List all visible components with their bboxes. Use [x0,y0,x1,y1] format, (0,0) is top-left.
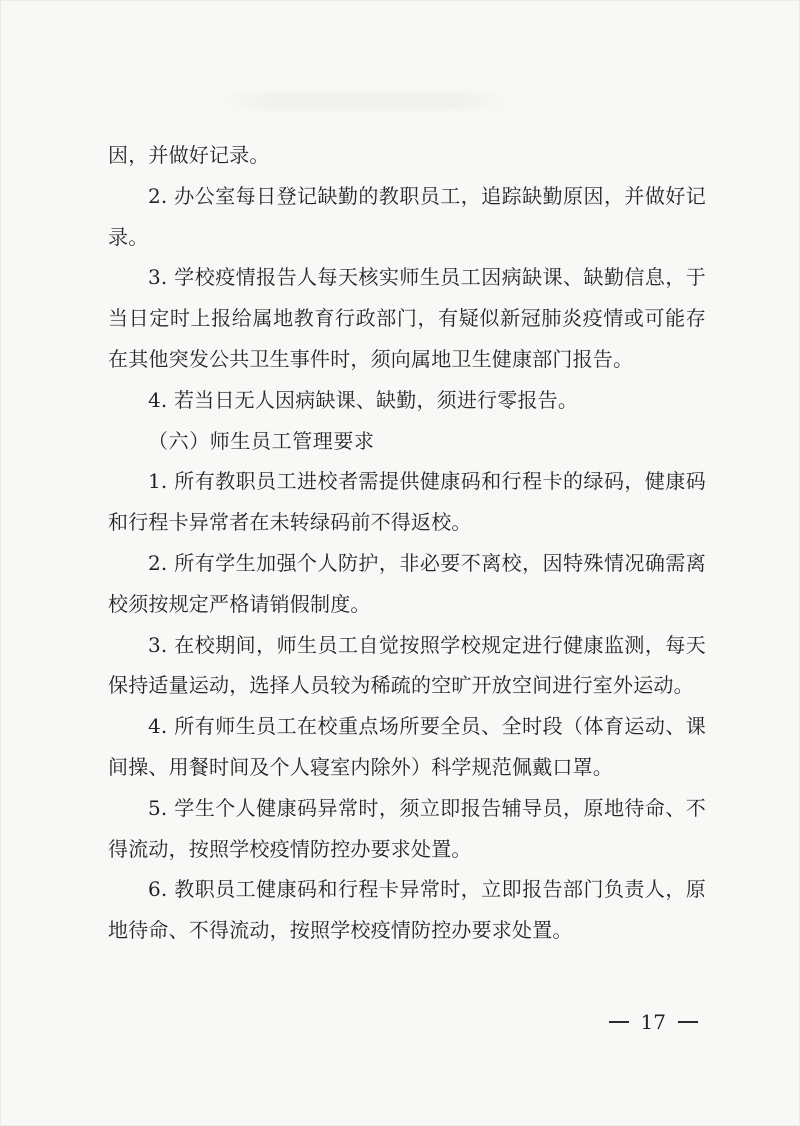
paragraph-10: 6. 教职员工健康码和行程卡异常时，立即报告部门负责人，原地待命、不得流动，按照学校疫情防控办要求处置。 [108,877,706,943]
paragraph-1: 因，并做好记录。 [108,143,270,167]
paragraph-9: 5. 学生个人健康码异常时，须立即报告辅导员，原地待命、不得流动，按照学校疫情防控办要求处置。 [108,795,706,861]
left-dash [609,1021,629,1023]
document-body [108,135,706,951]
section-heading: （六）师生员工管理要求 [148,428,375,453]
paragraph-7: 3. 在校期间，师生员工自觉按照学校规定进行健康监测，每天保持适量运动，选择人员较为稀疏的空旷开放空间进行室外运动。 [108,632,706,698]
paragraph-3: 3. 学校疫情报告人每天核实师生员工因病缺课、缺勤信息，于当日定时上报给属地教育行政部门，有疑似新冠肺炎疫情或可能存在其他突发公共卫生事件时，须向属地卫生健康部门报告。 [108,265,706,371]
page-footer [609,1010,698,1034]
page-number: 17 [640,1010,666,1034]
paragraph-4: 4. 若当日无人因病缺课、缺勤，须进行零报告。 [148,387,579,412]
paragraph-6: 2. 所有学生加强个人防护，非必要不离校，因特殊情况确需离校须按规定严格请销假制度。 [108,550,706,616]
paragraph-8: 4. 所有师生员工在校重点场所要全员、全时段（体育运动、课间操、用餐时间及个人寝室内除外）科学规范佩戴口罩。 [108,714,706,779]
right-dash [678,1021,698,1023]
paragraph-2: 2. 办公室每日登记缺勤的教职员工，追踪缺勤原因，并做好记录。 [108,183,706,249]
paragraph-5: 1. 所有教职员工进校者需提供健康码和行程卡的绿码，健康码和行程卡异常者在未转绿码前不得返校。 [108,469,706,535]
scan-artifact [220,92,510,110]
